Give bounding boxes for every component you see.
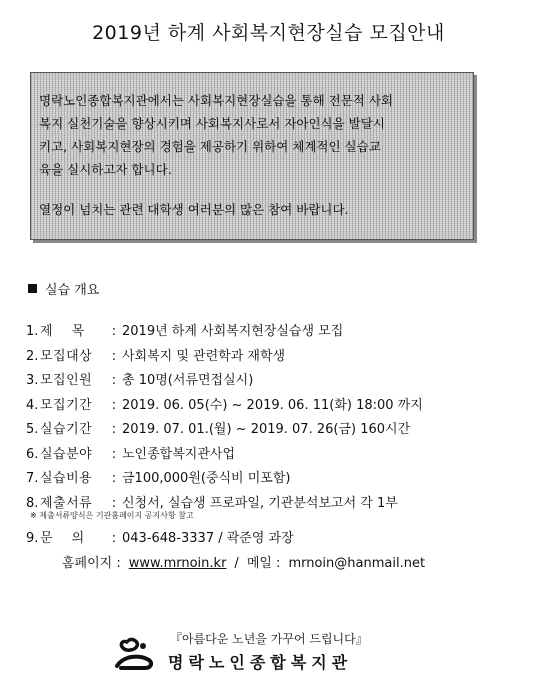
intro-line: 명락노인종합복지관에서는 사회복지현장실습을 통해 전문적 사회: [39, 93, 393, 108]
list-item: [26, 345, 526, 370]
item-number: 7.: [26, 471, 39, 486]
item-label: 모집기간: [40, 397, 93, 413]
item-number: 8.: [26, 495, 39, 511]
item-colon: :: [111, 324, 117, 339]
section-heading-text: 실습 개요: [45, 283, 100, 298]
intro-paragraph-1: [39, 89, 465, 181]
overview-list: [26, 320, 526, 576]
submission-note: ※ 제출서류양식은 기관홈페이지 공지사항 참고: [30, 511, 194, 520]
mail-label: 메일 :: [246, 555, 281, 571]
list-item: [26, 527, 526, 552]
item-colon: :: [111, 348, 117, 364]
mail-address[interactable]: mrnoin@hanmail.net: [288, 555, 426, 571]
item-number: 3.: [26, 373, 39, 388]
footer-org-name: 명락노인종합복지관: [168, 653, 353, 672]
item-colon: :: [111, 495, 117, 511]
page-title: 2019년 하계 사회복지현장실습 모집안내: [92, 22, 445, 44]
list-item: [26, 467, 526, 492]
list-item: [26, 320, 526, 345]
section-heading: [28, 279, 99, 298]
intro-line: 복지 실천기술을 향상시키며 사회복지사로서 자아인식을 발달시: [39, 116, 385, 131]
item-number: 9.: [26, 531, 39, 546]
item-colon: :: [111, 373, 117, 388]
item-label: 제 목: [40, 324, 85, 339]
website-row: [26, 552, 526, 577]
item-value: 2019. 07. 01.(월) ~ 2019. 07. 26(금) 160시간: [122, 422, 411, 437]
footer-slogan: 『아름다운 노년을 가꾸어 드립니다』: [170, 632, 368, 646]
intro-line: 육을 실시하고자 합니다.: [39, 162, 172, 177]
square-bullet-icon: [28, 284, 37, 293]
list-item: [26, 369, 526, 394]
item-label: 모집대상: [40, 348, 93, 364]
item-value: 총 10명(서류면접실시): [122, 373, 254, 388]
item-label: 실습분야: [40, 446, 93, 462]
item-value: 신청서, 실습생 프로파일, 기관분석보고서 각 1부: [122, 495, 398, 511]
website-label: 홈페이지 :: [62, 555, 121, 571]
item-colon: :: [111, 471, 117, 486]
item-label: 제출서류: [40, 495, 93, 511]
list-item: [26, 418, 526, 443]
item-label: 문 의: [40, 531, 85, 546]
intro-paragraph-2: 열정이 넘치는 관련 대학생 여러분의 많은 참여 바랍니다.: [39, 202, 349, 217]
website-link[interactable]: www.mrnoin.kr: [128, 555, 227, 571]
item-label: 실습기간: [40, 422, 93, 437]
item-value: 2019년 하계 사회복지현장실습생 모집: [122, 324, 344, 339]
list-item: [26, 443, 526, 468]
item-colon: :: [111, 397, 117, 413]
item-value: 사회복지 및 관련학과 재학생: [122, 348, 286, 364]
item-label: 실습비용: [40, 471, 93, 486]
item-value: 노인종합복지관사업: [122, 446, 236, 462]
separator: /: [234, 555, 239, 571]
item-value: 2019. 06. 05(수) ~ 2019. 06. 11(화) 18:00 까지: [122, 397, 423, 413]
item-number: 5.: [26, 422, 39, 437]
org-logo-icon: [113, 636, 157, 672]
item-number: 2.: [26, 348, 39, 364]
item-colon: :: [111, 531, 117, 546]
item-value: 금100,000원(중식비 미포함): [122, 471, 291, 486]
list-item: [26, 394, 526, 419]
item-colon: :: [111, 422, 117, 437]
item-number: 1.: [26, 324, 39, 339]
intro-box: [30, 72, 474, 240]
intro-line: 키고, 사회복지현장의 경험을 제공하기 위하여 체계적인 실습교: [39, 139, 381, 154]
item-label: 모집인원: [40, 373, 93, 388]
contact-value: 043-648-3337 / 곽준영 과장: [122, 531, 294, 546]
item-colon: :: [111, 446, 117, 462]
item-number: 6.: [26, 446, 39, 462]
item-number: 4.: [26, 397, 39, 413]
